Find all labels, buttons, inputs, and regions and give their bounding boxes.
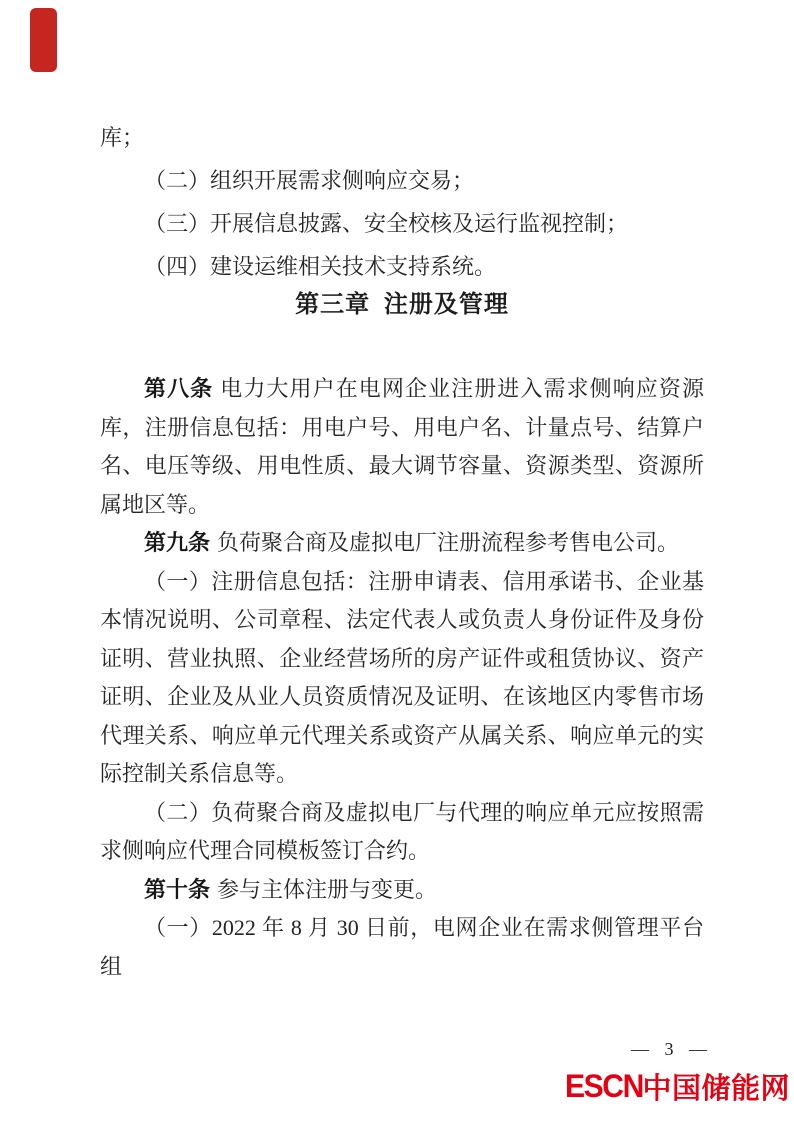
article-number: 第八条 [144, 376, 214, 401]
logo-text-cn: 中国储能网 [642, 1073, 790, 1105]
chapter-heading: 第三章 注册及管理 [295, 291, 509, 318]
logo-text-en: ESCN [564, 1068, 643, 1104]
paragraph: （二）负荷聚合商及虚拟电厂与代理的响应单元应按照需求侧响应代理合同模板签订合约。 [100, 799, 704, 863]
paragraph: （一）2022 年 8 月 30 日前，电网企业在需求侧管理平台组 [100, 915, 704, 979]
red-corner-mark [30, 8, 57, 72]
document-line: 库； [100, 125, 145, 150]
paragraph: 第九条 负荷聚合商及虚拟电厂注册流程参考售电公司。 [144, 530, 680, 555]
article-number: 第十条 [144, 876, 211, 902]
body-paragraphs [100, 370, 704, 986]
document-line: （四）建设运维相关技术支持系统。 [144, 254, 497, 279]
document-content [100, 116, 704, 986]
paragraph: 第十条 参与主体注册与变更。 [144, 876, 438, 902]
paragraph: （一）注册信息包括：注册申请表、信用承诺书、企业基本情况说明、公司章程、法定代表人或负责人身份证件及身份证明、营业执照、企业经营场所的房产证件或租赁协议、资产证明、企业及从业人员资质情况及证明、在该地区内零售市场代理关系、响应单元代理关系或资产从属关系、响应单元的实际控制关系信息等。 [100, 568, 704, 786]
document-line: （三）开展信息披露、安全校核及运行监视控制； [144, 211, 629, 236]
escn-logo [560, 1066, 790, 1107]
intro-lines [100, 116, 704, 288]
article-number: 第九条 [144, 530, 211, 555]
paragraph: 第八条 电力大用户在电网企业注册进入需求侧响应资源库，注册信息包括：用电户号、用电户名、计量点号、结算户名、电压等级、用电性质、最大调节容量、资源类型、资源所属地区等。 [100, 376, 704, 517]
page-number: — 3 — [631, 1039, 708, 1059]
document-line: （二）组织开展需求侧响应交易； [144, 168, 475, 193]
